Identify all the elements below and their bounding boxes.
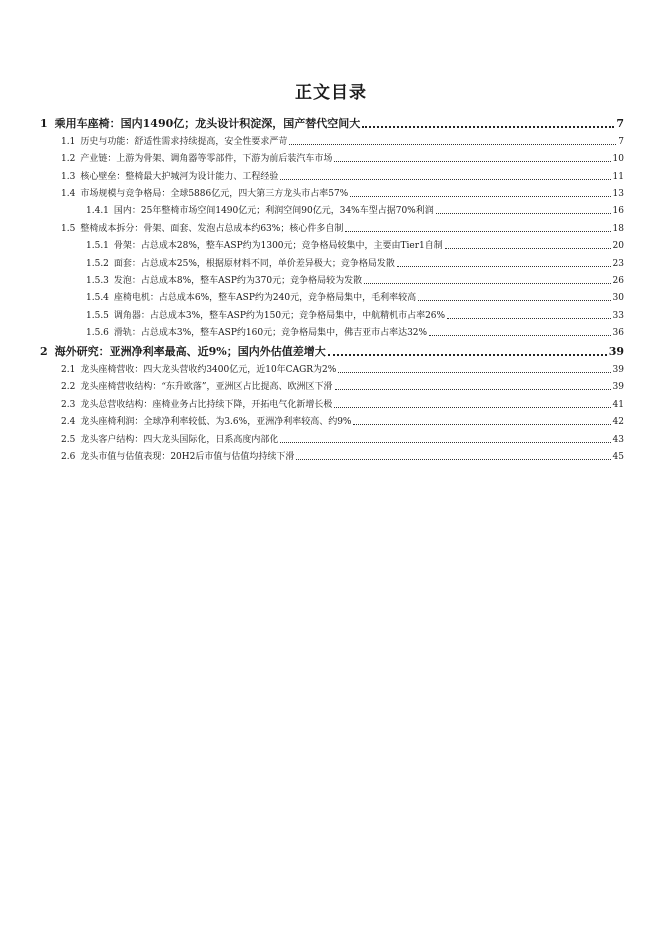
toc-entry-number: 1.5.2 <box>86 258 109 269</box>
toc-entry-1-5-3[interactable] <box>40 270 624 287</box>
toc-entry-title: 龙头座椅营收：四大龙头营收约3400亿元，近10年CAGR为2% <box>80 365 337 376</box>
toc-entry-1-2[interactable] <box>40 148 624 165</box>
toc-entry-1-5-1[interactable] <box>40 235 624 252</box>
toc-dot-leader <box>334 407 610 408</box>
toc-dot-leader <box>350 196 610 197</box>
toc-dot-leader <box>338 372 610 373</box>
toc-entry-title: 调角器：占总成本3%，整车ASP约为150元；竞争格局集中，中航精机市占率26% <box>113 310 446 321</box>
toc-entry-number: 2.6 <box>61 452 76 463</box>
toc-entry-title: 海外研究：亚洲净利率最高、近9%；国内外估值差增大 <box>54 344 326 358</box>
toc-entry-number: 1.5.1 <box>86 241 109 252</box>
toc-page-number: 7 <box>618 136 624 147</box>
toc-entry-1-5-4[interactable] <box>40 287 624 304</box>
toc-entry-2-1[interactable] <box>40 359 624 376</box>
page-title: 正文目录 <box>295 83 367 103</box>
toc-dot-leader <box>345 231 610 232</box>
toc-dot-leader <box>364 283 610 284</box>
toc-entry-2[interactable] <box>40 339 624 359</box>
toc-dot-leader <box>445 248 611 249</box>
toc-entry-title: 滑轨：占总成本3%，整车ASP约160元；竞争格局集中，佛吉亚市占率达32% <box>113 328 428 339</box>
toc-dot-leader <box>328 354 607 356</box>
toc-page-number: 7 <box>616 116 624 130</box>
toc-dot-leader <box>280 179 610 180</box>
toc-entry-1-5-2[interactable] <box>40 252 624 269</box>
toc-entry-number: 2.3 <box>61 399 76 410</box>
toc-dot-leader <box>353 424 610 425</box>
toc-page-number: 11 <box>612 171 624 182</box>
toc-entry-1-1[interactable] <box>40 131 624 148</box>
toc-entry-number: 1.1 <box>61 136 76 147</box>
toc-dot-leader <box>280 442 610 443</box>
toc-page-number: 26 <box>612 276 624 287</box>
toc-page-number: 13 <box>612 189 624 200</box>
toc-dot-leader <box>334 161 610 162</box>
toc-entry-title: 历史与功能：舒适性需求持续提高，安全性要求严苛 <box>80 136 288 147</box>
toc-entry-title: 面套：占总成本25%，根据原材料不同，单价差异极大；竞争格局发散 <box>113 258 395 269</box>
toc-entry-number: 1.5 <box>61 223 76 234</box>
toc-dot-leader <box>447 318 610 319</box>
toc-page-number: 16 <box>612 206 624 217</box>
toc-entry-1[interactable] <box>40 111 624 131</box>
toc-page-number: 18 <box>612 223 624 234</box>
toc-entry-number: 2.2 <box>61 382 76 393</box>
toc-entry-number: 1.3 <box>61 171 76 182</box>
table-of-contents <box>40 111 624 463</box>
toc-page-number: 36 <box>612 328 624 339</box>
toc-entry-number: 2 <box>40 344 48 358</box>
toc-entry-1-5-5[interactable] <box>40 304 624 321</box>
toc-dot-leader <box>436 213 611 214</box>
toc-page-number: 20 <box>612 241 624 252</box>
toc-entry-number: 1.2 <box>61 154 76 165</box>
toc-entry-1-4[interactable] <box>40 183 624 200</box>
toc-entry-2-6[interactable] <box>40 446 624 463</box>
toc-entry-2-4[interactable] <box>40 411 624 428</box>
toc-entry-1-3[interactable] <box>40 165 624 182</box>
toc-entry-number: 1.5.5 <box>86 310 109 321</box>
toc-entry-1-5[interactable] <box>40 217 624 234</box>
toc-entry-number: 2.4 <box>61 417 76 428</box>
toc-dot-leader <box>418 300 610 301</box>
toc-page-number: 42 <box>612 417 624 428</box>
toc-dot-leader <box>335 389 611 390</box>
toc-entry-title: 整椅成本拆分：骨架、面套、发泡占总成本约63%；核心件多自制 <box>80 223 344 234</box>
toc-entry-title: 骨架：占总成本28%，整车ASP约为1300元；竞争格局较集中，主要由Tier1自制 <box>113 241 443 252</box>
toc-entry-title: 发泡：占总成本8%，整车ASP约为370元；竞争格局较为发散 <box>113 276 363 287</box>
toc-entry-title: 龙头市值与估值表现：20H2后市值与估值均持续下滑 <box>80 452 295 463</box>
toc-entry-2-3[interactable] <box>40 393 624 410</box>
toc-entry-number: 1.4 <box>61 189 76 200</box>
toc-entry-2-5[interactable] <box>40 428 624 445</box>
toc-entry-2-2[interactable] <box>40 376 624 393</box>
toc-dot-leader <box>397 266 611 267</box>
toc-page-number: 45 <box>612 452 624 463</box>
toc-entry-title: 龙头总营收结构：座椅业务占比持续下降，开拓电气化新增长极 <box>80 399 333 410</box>
toc-page-number: 39 <box>612 382 624 393</box>
toc-entry-title: 龙头座椅营收结构：“东升欧落”，亚洲区占比提高、欧洲区下滑 <box>80 382 333 393</box>
toc-entry-number: 2.5 <box>61 434 76 445</box>
toc-page-number: 43 <box>612 434 624 445</box>
toc-page-number: 33 <box>612 310 624 321</box>
toc-page-number: 41 <box>612 399 624 410</box>
toc-entry-title: 座椅电机：占总成本6%，整车ASP约为240元，竞争格局集中，毛利率较高 <box>113 293 417 304</box>
toc-entry-1-5-6[interactable] <box>40 322 624 339</box>
toc-page-number: 23 <box>612 258 624 269</box>
toc-entry-number: 2.1 <box>61 365 76 376</box>
toc-entry-title: 国内：25年整椅市场空间1490亿元；利润空间90亿元，34%车型占据70%利润 <box>113 206 434 217</box>
toc-entry-title: 市场规模与竞争格局：全球5886亿元，四大第三方龙头市占率57% <box>80 189 349 200</box>
toc-dot-leader <box>296 459 610 460</box>
toc-dot-leader <box>289 144 616 145</box>
toc-entry-title: 龙头座椅利润：全球净利率较低、为3.6%，亚洲净利率较高、约9% <box>80 417 352 428</box>
toc-entry-number: 1.5.4 <box>86 293 109 304</box>
toc-dot-leader <box>429 335 610 336</box>
toc-page-number: 39 <box>612 365 624 376</box>
toc-dot-leader <box>362 126 614 128</box>
toc-page-number: 10 <box>612 154 624 165</box>
toc-entry-number: 1.5.6 <box>86 328 109 339</box>
toc-entry-title: 产业链：上游为骨架、调角器等零部件，下游为前后装汽车市场 <box>80 154 333 165</box>
toc-entry-title: 乘用车座椅：国内1490亿；龙头设计积淀深，国产替代空间大 <box>54 116 361 130</box>
toc-entry-number: 1.5.3 <box>86 276 109 287</box>
toc-entry-number: 1.4.1 <box>86 206 109 217</box>
toc-entry-number: 1 <box>40 116 48 130</box>
toc-page-number: 39 <box>608 344 624 358</box>
toc-entry-title: 龙头客户结构：四大龙头国际化，日系高度内部化 <box>80 434 279 445</box>
toc-entry-1-4-1[interactable] <box>40 200 624 217</box>
toc-page-number: 30 <box>612 293 624 304</box>
toc-entry-title: 核心壁垒：整椅最大护城河为设计能力、工程经验 <box>80 171 279 182</box>
